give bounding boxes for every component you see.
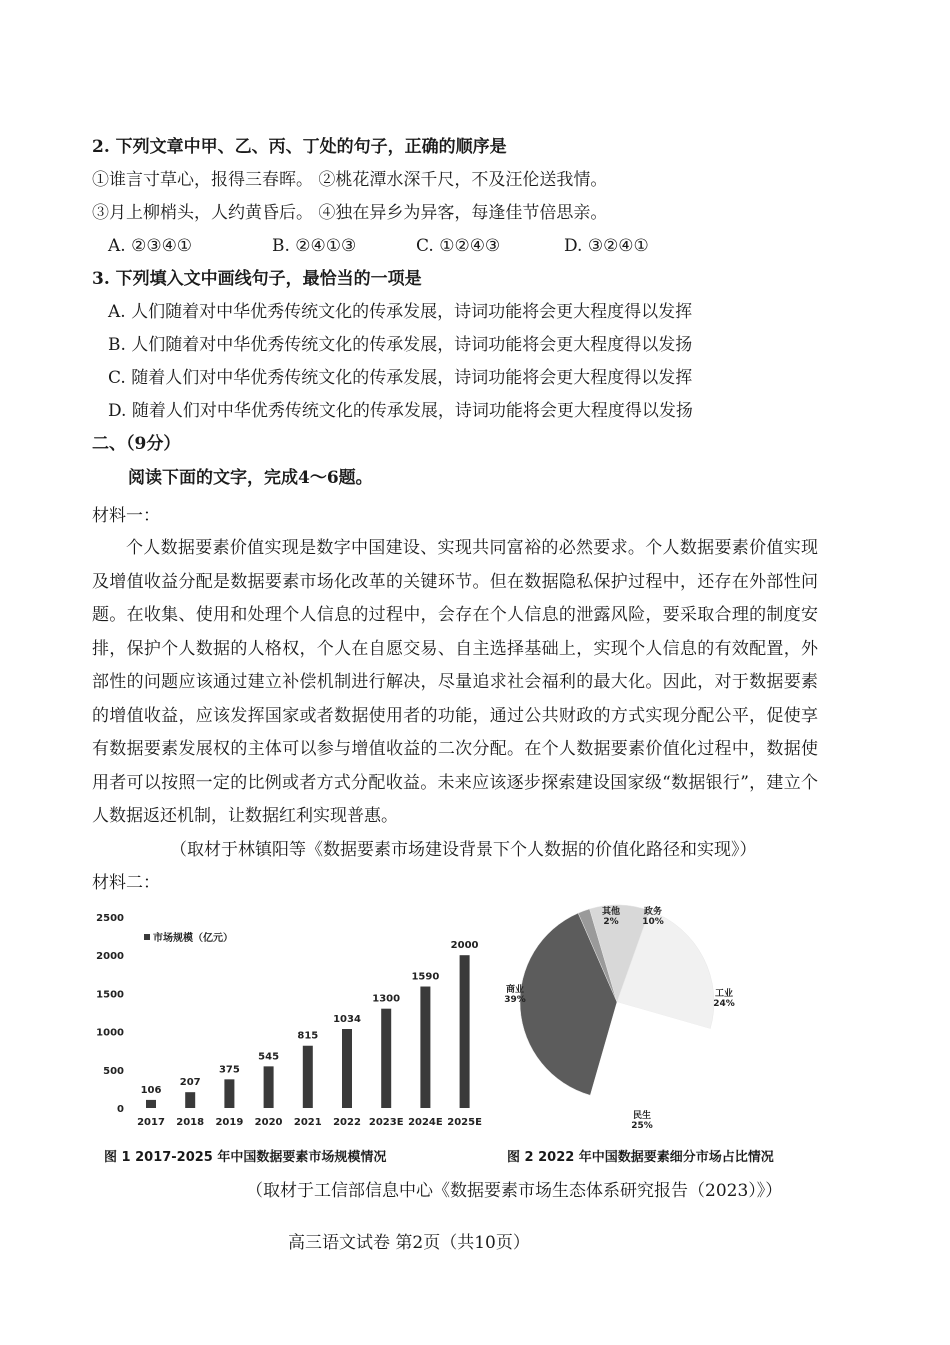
- legend-swatch: [144, 934, 150, 940]
- x-tick-label: 2019: [215, 1117, 244, 1128]
- material-2-label: 材料二：: [92, 873, 160, 893]
- y-tick-label: 1000: [96, 1027, 124, 1039]
- pie-slice-label: 政务: [643, 907, 663, 917]
- q2-line-1: ①谁言寸草心，报得三春晖。 ②桃花潭水深千尺，不及汪伦送我情。: [92, 170, 608, 190]
- q2-option-c: C. ①②④③: [416, 236, 501, 256]
- pie-slice-label: 商业: [505, 985, 525, 995]
- data-label: 207: [179, 1077, 201, 1089]
- figure-1-caption: 图 1 2017-2025 年中国数据要素市场规模情况: [104, 1150, 387, 1165]
- y-tick-label: 500: [103, 1065, 124, 1077]
- material-1-source: （取材于林镇阳等《数据要素市场建设背景下个人数据的价值化路径和实现》）: [170, 840, 757, 860]
- x-tick-label: 2017: [137, 1117, 165, 1128]
- section-heading: 二、（9分）: [92, 434, 181, 454]
- page-footer: 高三语文试卷 第2页（共10页）: [288, 1233, 530, 1253]
- y-tick-label: 2000: [96, 951, 124, 963]
- q2-option-b: B. ②④①③: [272, 236, 357, 256]
- data-label: 1300: [372, 993, 401, 1005]
- material-2-source: （取材于工信部信息中心《数据要素市场生态体系研究报告（2023）》）: [246, 1181, 783, 1201]
- y-tick-label: 1500: [96, 989, 124, 1001]
- pie-slice-percent: 25%: [631, 1121, 653, 1131]
- pie-slice-percent: 39%: [504, 995, 526, 1005]
- pie-slice-percent: 2%: [603, 917, 619, 927]
- y-tick-label: 2500: [96, 913, 124, 924]
- q3-stem: 3. 下列填入文中画线句子，最恰当的一项是: [92, 269, 422, 289]
- q3-option-c: C. 随着人们对中华优秀传统文化的传承发展，诗词功能将会更大程度得以发挥: [108, 368, 693, 388]
- data-label: 1590: [411, 971, 440, 983]
- pie-slice-percent: 10%: [642, 917, 664, 927]
- section-instruction: 阅读下面的文字，完成4～6题。: [128, 468, 373, 488]
- bar: [303, 1046, 313, 1108]
- figure-2-pie-chart: [495, 900, 785, 1135]
- data-label: 2000: [450, 940, 479, 952]
- pie-chart-svg: [495, 900, 785, 1135]
- bar-chart-svg: [90, 905, 490, 1135]
- bar: [460, 955, 470, 1108]
- material-1-text: 个人数据要素价值实现是数字中国建设、实现共同富裕的必然要求。个人数据要素价值实现及增值收益分配是数据要素市场化改革的关键环节。但在数据隐私保护过程中，还存在外部性问题。在收集、使用和处理个人信息的过程中，会存在个人信息的泄露风险，要采取合理的制度安排，保护个人数据的人格权，个人在自愿交易、自主选择基础上，实现个人信息的有效配置，外部性的问题应该通过建立补偿机制进行解决，尽量追求社会福利的最大化。因此，对于数据要素的增值收益，应该发挥国家或者数据使用者的功能，通过公共财政的方式实现分配公平，促使享有数据要素发展权的主体可以参与增值收益的二次分配。在个人数据要素价值化过程中，数据使用者可以按照一定的比例或者方式分配收益。未来应该逐步探索建设国家级“数据银行”，建立个人数据返还机制，让数据红利实现普惠。: [92, 538, 818, 826]
- q3-option-a: A. 人们随着对中华优秀传统文化的传承发展，诗词功能将会更大程度得以发挥: [108, 302, 693, 322]
- x-tick-label: 2023E: [368, 1117, 404, 1128]
- pie-slice-label: 民生: [632, 1111, 652, 1121]
- q2-stem: 2. 下列文章中甲、乙、丙、丁处的句子，正确的顺序是: [92, 137, 507, 157]
- x-tick-label: 2024E: [408, 1117, 443, 1128]
- x-tick-label: 2020: [254, 1117, 283, 1128]
- data-label: 375: [218, 1064, 240, 1076]
- bar: [342, 1029, 352, 1108]
- q3-option-b: B. 人们随着对中华优秀传统文化的传承发展，诗词功能将会更大程度得以发扬: [108, 335, 693, 355]
- bar: [224, 1079, 234, 1108]
- q2-line-2: ③月上柳梢头，人约黄昏后。 ④独在异乡为异客，每逢佳节倍思亲。: [92, 203, 608, 223]
- bar: [264, 1066, 274, 1108]
- data-label: 545: [258, 1051, 280, 1063]
- legend-label: 市场规模（亿元）: [153, 933, 233, 944]
- x-tick-label: 2022: [333, 1117, 361, 1128]
- x-tick-label: 2025E: [447, 1117, 482, 1128]
- pie-slice-percent: 24%: [713, 999, 735, 1009]
- pie-slice-label: 其他: [601, 907, 621, 917]
- bar: [146, 1100, 156, 1108]
- figure-1-bar-chart: [90, 905, 490, 1135]
- material-1-label: 材料一：: [92, 506, 160, 526]
- pie-slice-label: 工业: [714, 989, 734, 999]
- y-tick-label: 0: [117, 1104, 124, 1115]
- x-tick-label: 2021: [293, 1117, 322, 1128]
- q2-option-a: A. ②③④①: [108, 236, 193, 256]
- q2-option-d: D. ③②④①: [564, 236, 649, 256]
- bar: [381, 1009, 391, 1108]
- data-label: 815: [297, 1030, 319, 1042]
- bar: [420, 987, 430, 1108]
- data-label: 1034: [333, 1014, 361, 1026]
- data-label: 106: [140, 1084, 162, 1096]
- q3-option-d: D. 随着人们对中华优秀传统文化的传承发展，诗词功能将会更大程度得以发扬: [108, 401, 693, 421]
- figure-2-caption: 图 2 2022 年中国数据要素细分市场占比情况: [507, 1150, 774, 1165]
- bar: [185, 1092, 195, 1108]
- x-tick-label: 2018: [176, 1117, 205, 1128]
